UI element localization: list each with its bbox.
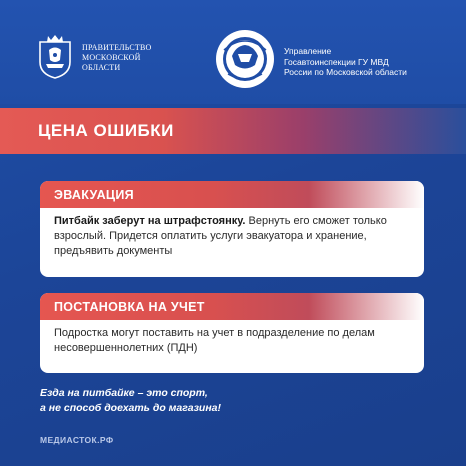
gov-line-1: ПРАВИТЕЛЬСТВО <box>82 43 152 52</box>
card-bold-text: Питбайк заберут на штрафстоянку. <box>54 215 246 227</box>
gibdd-emblem-icon <box>214 28 276 90</box>
gibdd-line-1: Управление <box>284 46 332 56</box>
card-text <box>40 208 424 268</box>
card-regular-text: Вернуть его сможет только взрослый. Придется оплатить услуги эвакуатора и хранение, предъявить документы <box>54 215 387 257</box>
card-evacuation <box>40 181 424 277</box>
slogan-line-1: Езда на питбайке – это спорт, <box>40 387 208 399</box>
card-heading: ПОСТАНОВКА НА УЧЕТ <box>40 293 424 320</box>
page-title: ЦЕНА ОШИБКИ <box>38 121 174 140</box>
card-registration <box>40 293 424 373</box>
card-text: Подростка могут поставить на учет в подразделение по делам несовершеннолетних (ПДН) <box>54 327 375 354</box>
gov-line-2: МОСКОВСКОЙ <box>82 53 141 62</box>
slogan <box>40 386 340 416</box>
gibdd-line-2: Госавтоинспекции ГУ МВД <box>284 56 389 67</box>
moscow-region-coat-of-arms-icon <box>36 34 74 80</box>
gibdd-line-3: России по Московской области <box>284 67 407 77</box>
gibdd-title <box>284 46 454 78</box>
card-heading: ЭВАКУАЦИЯ <box>40 181 424 208</box>
gov-line-3: ОБЛАСТИ <box>82 63 121 72</box>
government-title <box>82 43 202 73</box>
site-label: МЕДИАСТОК.РФ <box>40 435 114 445</box>
slogan-line-2: а не способ доехать до магазина! <box>40 402 222 414</box>
header <box>0 0 466 104</box>
